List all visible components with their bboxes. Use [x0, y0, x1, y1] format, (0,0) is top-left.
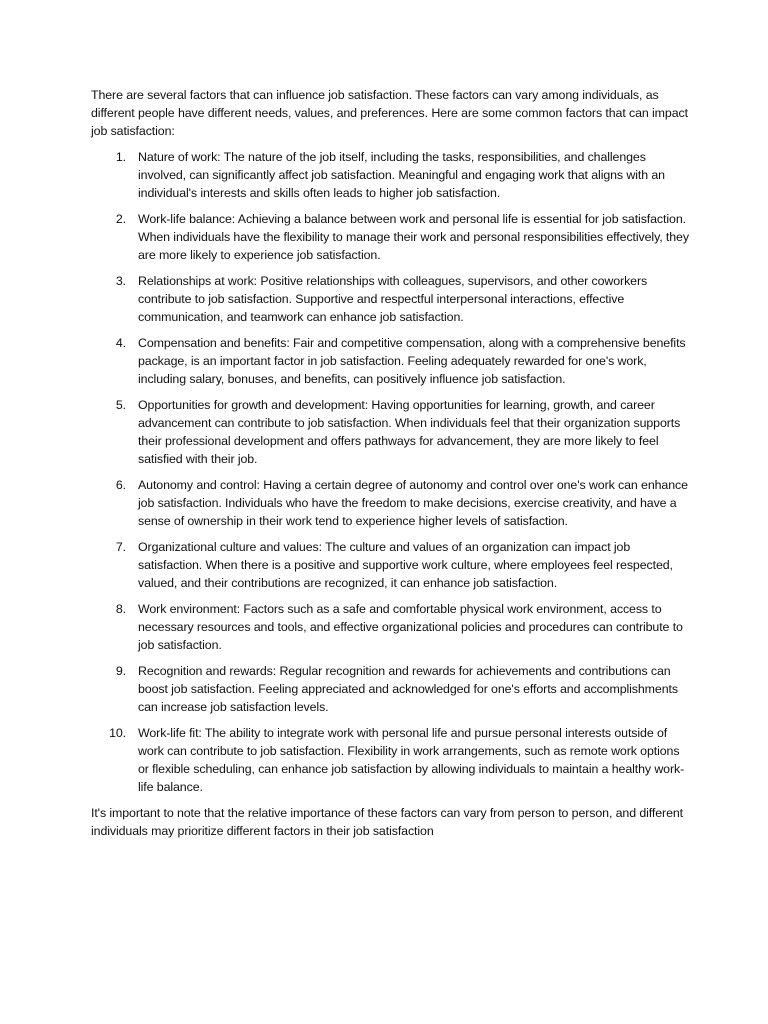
- list-item-text: Organizational culture and values: The culture and values of an organization can impact job satisfaction. When there is a positive and supportive work culture, where employees feel respected, valued, and their contributions are recognized, it can enhance job satisfaction.: [138, 540, 673, 590]
- factors-list: [91, 148, 691, 796]
- list-item-number: 6.: [115, 478, 126, 492]
- list-item-number: 5.: [115, 398, 126, 412]
- list-item-text: Work environment: Factors such as a safe and comfortable physical work environment, access to necessary resources and tools, and effective organizational policies and procedures can contribute to job satisfaction.: [138, 602, 683, 652]
- list-item: [91, 148, 691, 202]
- list-item-text: Compensation and benefits: Fair and competitive compensation, along with a comprehensive benefits package, is an important factor in job satisfaction. Feeling adequately rewarded for one's work, including salary, bonuses, and benefits, can positively influence job satisfaction.: [138, 336, 686, 386]
- list-item: [91, 334, 691, 388]
- intro-paragraph: There are several factors that can influence job satisfaction. These factors can vary among individuals, as different people have different needs, values, and preferences. Here are some common factors that can impact job satisfaction:: [91, 88, 688, 138]
- list-item: [91, 600, 691, 654]
- list-item: [91, 724, 691, 796]
- list-item-text: Work-life fit: The ability to integrate work with personal life and pursue personal interests outside of work can contribute to job satisfaction. Flexibility in work arrangements, such as remote work options or flexible scheduling, can enhance job satisfaction by allowing individuals to maintain a healthy work-life balance.: [138, 726, 685, 794]
- list-item: [91, 538, 691, 592]
- list-item-text: Opportunities for growth and development: Having opportunities for learning, growth, and career advancement can contribute to job satisfaction. When individuals feel that their organization supports their professional development and offers pathways for advancement, they are more likely to feel satisfied with their job.: [138, 398, 681, 466]
- list-item-number: 4.: [115, 336, 126, 350]
- list-item-number: 3.: [115, 274, 126, 288]
- list-item-number: 2.: [115, 212, 126, 226]
- list-item-number: 9.: [115, 664, 126, 678]
- list-item: [91, 272, 691, 326]
- list-item: [91, 476, 691, 530]
- list-item-text: Relationships at work: Positive relationships with colleagues, supervisors, and other coworkers contribute to job satisfaction. Supportive and respectful interpersonal interactions, effective communication, and teamwork can enhance job satisfaction.: [138, 274, 648, 324]
- list-item-text: Autonomy and control: Having a certain degree of autonomy and control over one's work can enhance job satisfaction. Individuals who have the freedom to make decisions, exercise creativity, and have a sense of ownership in their work tend to experience higher levels of satisfaction.: [138, 478, 688, 528]
- list-item: [91, 662, 691, 716]
- list-item-number: 10.: [109, 726, 126, 740]
- document-page: [91, 86, 691, 840]
- list-item-text: Recognition and rewards: Regular recognition and rewards for achievements and contributions can boost job satisfaction. Feeling appreciated and acknowledged for one's efforts and accomplishments can increase job satisfaction levels.: [138, 664, 678, 714]
- list-item-text: Work-life balance: Achieving a balance between work and personal life is essential for job satisfaction. When individuals have the flexibility to manage their work and personal responsibilities effectively, they are more likely to experience job satisfaction.: [138, 212, 689, 262]
- list-item: [91, 396, 691, 468]
- list-item-number: 1.: [115, 150, 126, 164]
- list-item-text: Nature of work: The nature of the job itself, including the tasks, responsibilities, and challenges involved, can significantly affect job satisfaction. Meaningful and engaging work that aligns with an individual's interests and skills often leads to higher job satisfaction.: [138, 150, 665, 200]
- list-item: [91, 210, 691, 264]
- closing-paragraph: It's important to note that the relative importance of these factors can vary from person to person, and different individuals may prioritize different factors in their job satisfaction: [91, 806, 684, 838]
- list-item-number: 8.: [115, 602, 126, 616]
- list-item-number: 7.: [115, 540, 126, 554]
